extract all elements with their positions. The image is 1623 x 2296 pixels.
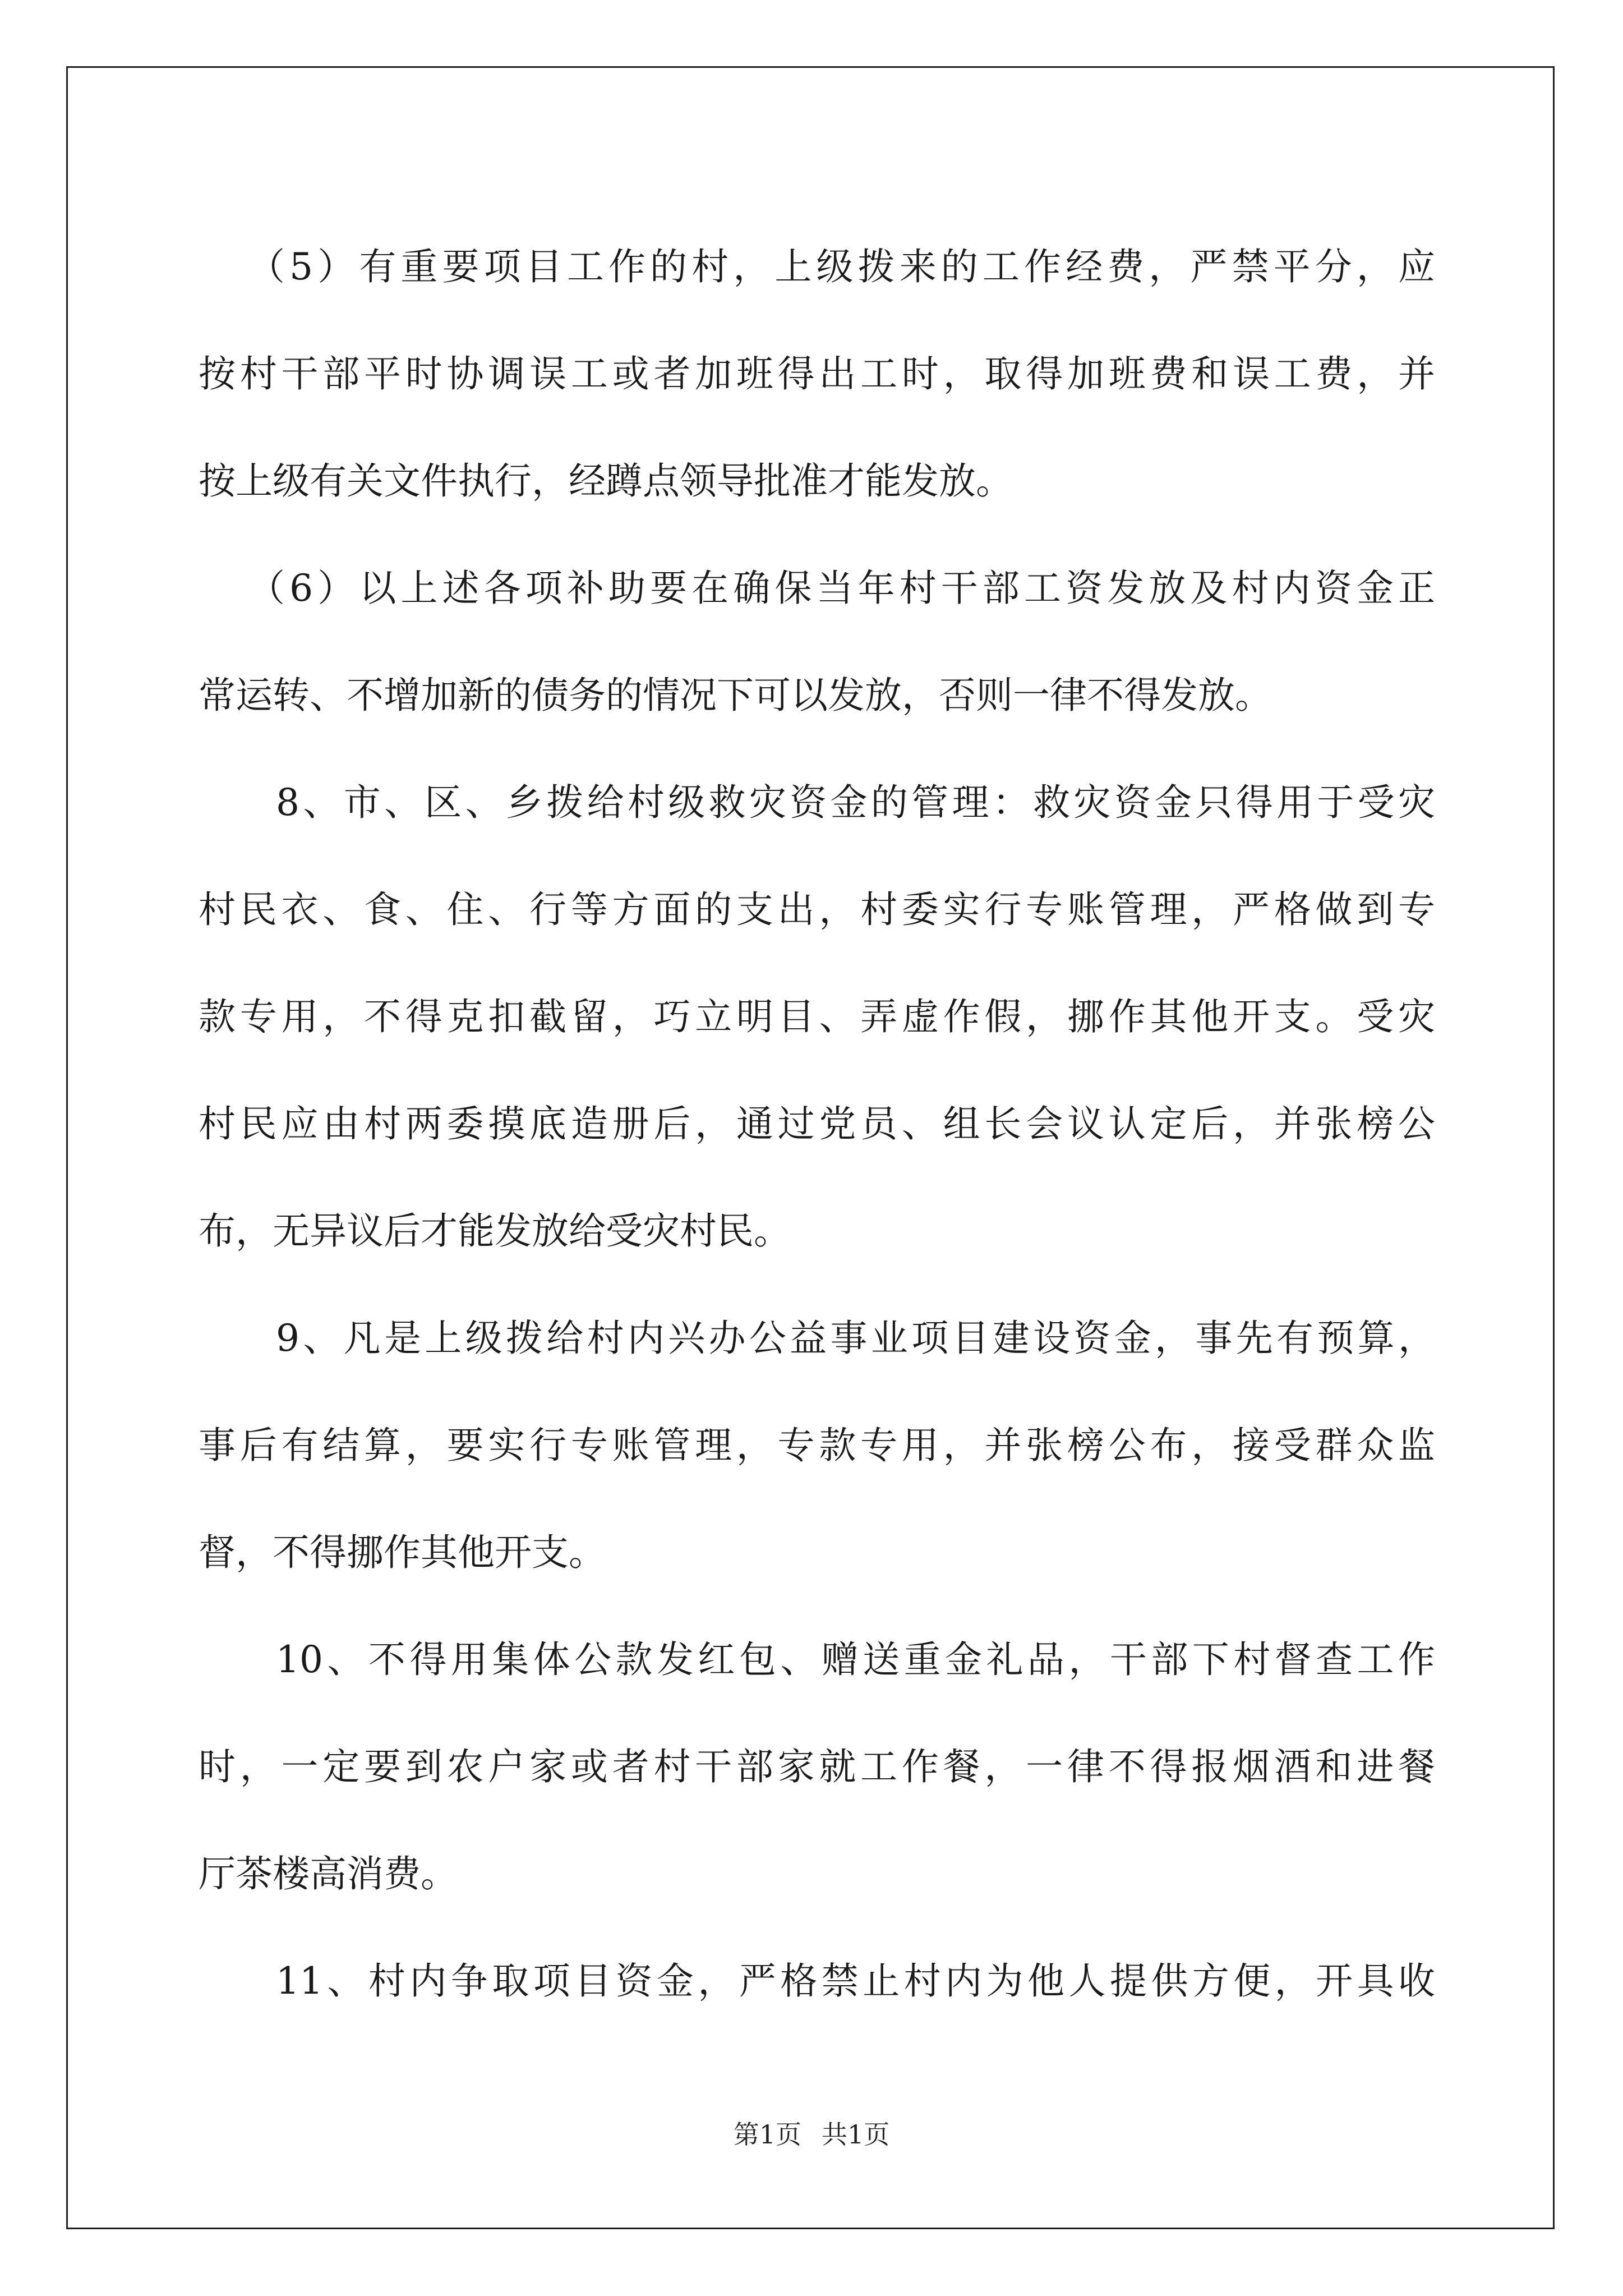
- text-line: 9、凡是上级拨给村内兴办公益事业项目建设资金，事先有预算，: [276, 1317, 1435, 1360]
- page-footer: [0, 2118, 1623, 2151]
- text-line: 事后有结算，要实行专账管理，专款专用，并张榜公布，接受群众监: [199, 1424, 1435, 1467]
- document-body: [199, 213, 1435, 2035]
- page-number-label: 第1页: [733, 2119, 801, 2150]
- page-total-label: 共1页: [822, 2119, 890, 2150]
- text-line: 按上级有关文件执行，经蹲点领导批准才能发放。: [199, 459, 1013, 503]
- text-line: 按村干部平时协调误工或者加班得出工时，取得加班费和误工费，并: [199, 352, 1435, 395]
- text-line: 村民衣、食、住、行等方面的支出，村委实行专账管理，严格做到专: [199, 888, 1435, 931]
- text-line: 督，不得挪作其他开支。: [199, 1531, 606, 1574]
- text-line: 10、不得用集体公款发红包、赠送重金礼品，干部下村督查工作: [276, 1638, 1435, 1681]
- text-line: 款专用，不得克扣截留，巧立明目、弄虚作假，挪作其他开支。受灾: [199, 995, 1435, 1038]
- text-line: （6）以上述各项补助要在确保当年村干部工资发放及村内资金正: [248, 567, 1435, 610]
- text-line: 时，一定要到农户家或者村干部家就工作餐，一律不得报烟酒和进餐: [199, 1745, 1435, 1788]
- text-line: 布，无异议后才能发放给受灾村民。: [199, 1209, 791, 1253]
- text-line: 8、市、区、乡拨给村级救灾资金的管理：救灾资金只得用于受灾: [276, 781, 1435, 824]
- text-line: 厅茶楼高消费。: [199, 1852, 458, 1895]
- text-line: 常运转、不增加新的债务的情况下可以发放，否则一律不得发放。: [199, 674, 1272, 717]
- text-line: 11、村内争取项目资金，严格禁止村内为他人提供方便，开具收: [276, 1959, 1435, 2003]
- text-line: 村民应由村两委摸底造册后，通过党员、组长会议认定后，并张榜公: [199, 1102, 1435, 1145]
- text-line: （5）有重要项目工作的村，上级拨来的工作经费，严禁平分，应: [248, 245, 1435, 288]
